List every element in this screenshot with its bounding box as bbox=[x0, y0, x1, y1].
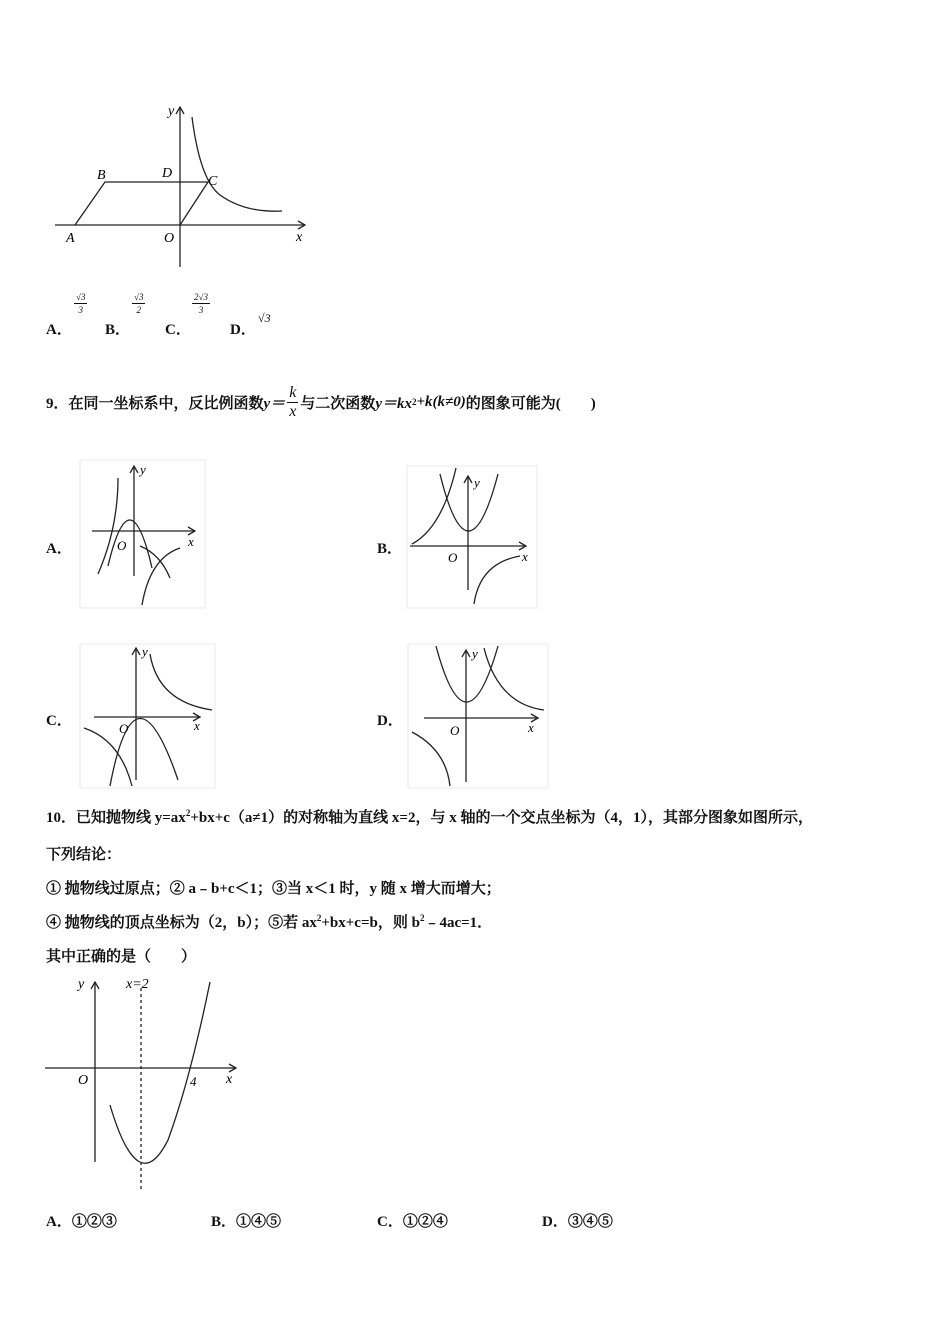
q9-option-b[interactable]: B． bbox=[377, 541, 403, 557]
q8-option-d[interactable]: D． bbox=[230, 322, 256, 338]
q9-stem: 9．在同一坐标系中，反比例函数 y＝ $\frac{k}{x}$ 与二次函数 y＝kx 2 +k(k≠0) 的图象可能为( ) bbox=[46, 383, 596, 420]
svg-text:y: y bbox=[78, 977, 85, 992]
q8-option-b-value: $\frac{√3}{2}$ bbox=[134, 292, 144, 315]
svg-text:O: O bbox=[78, 1073, 89, 1088]
svg-text:O: O bbox=[448, 550, 458, 565]
svg-text:O: O bbox=[450, 723, 460, 738]
q10-line3: ① 抛物线过原点；② a﹣b+c＜1；③当 x＜1 时，y 随 x 增大而增大； bbox=[46, 881, 501, 897]
q8-figure bbox=[50, 95, 320, 275]
svg-text:x: x bbox=[194, 718, 200, 733]
svg-text:x: x bbox=[528, 720, 534, 735]
q10-line4: ④ 抛物线的顶点坐标为（2，b）；⑤若 $ax^2+bx+c=b$，则 $b^2﹣4ac=1$． bbox=[46, 913, 493, 931]
svg-text:D: D bbox=[162, 166, 173, 181]
svg-text:y: y bbox=[168, 104, 175, 119]
q10-option-d-value: ③④⑤ bbox=[567, 1214, 613, 1230]
q10-option-c-value: ①②④ bbox=[402, 1214, 448, 1230]
q10-line1: 10．已知抛物线 $y=ax^2+bx+c(a\ne 1)$的对称轴为直线 x=2，与 x 轴的一个交点坐标为（4，1），其部分图象如图所示， bbox=[46, 808, 813, 826]
q10-line2: 下列结论： bbox=[46, 847, 122, 863]
svg-text:y: y bbox=[472, 646, 478, 661]
q9-graph-c bbox=[70, 640, 220, 790]
q10-option-b[interactable]: B．①④⑤ bbox=[211, 1214, 282, 1230]
q10-line5: 其中正确的是（ ） bbox=[46, 949, 197, 965]
q8-option-c-value: $\frac{2√3}{3}$ bbox=[194, 292, 208, 315]
svg-text:y: y bbox=[142, 644, 148, 659]
q9-option-c[interactable]: C． bbox=[46, 713, 72, 729]
svg-text:C: C bbox=[208, 174, 218, 189]
q10-option-a-value: ①②③ bbox=[71, 1214, 117, 1230]
q8-option-b[interactable]: B． bbox=[105, 322, 131, 338]
svg-text:4: 4 bbox=[190, 1074, 197, 1089]
q10-option-b-value: ①④⑤ bbox=[236, 1214, 282, 1230]
q9-graph-b bbox=[402, 458, 542, 610]
q10-option-d[interactable]: D．③④⑤ bbox=[542, 1214, 613, 1230]
q8-option-a[interactable]: A． bbox=[46, 322, 72, 338]
svg-text:O: O bbox=[164, 231, 175, 246]
svg-text:O: O bbox=[117, 538, 127, 553]
q10-figure bbox=[40, 970, 250, 1198]
q8-option-c[interactable]: C． bbox=[165, 322, 191, 338]
svg-text:x: x bbox=[188, 534, 194, 549]
svg-text:y: y bbox=[474, 475, 480, 490]
q8-option-a-value: $\frac{√3}{3}$ bbox=[76, 292, 86, 315]
q9-option-a[interactable]: A． bbox=[46, 541, 72, 557]
svg-text:A: A bbox=[66, 231, 75, 246]
svg-text:y: y bbox=[140, 462, 146, 477]
svg-text:O: O bbox=[119, 721, 129, 736]
q9-option-d[interactable]: D． bbox=[377, 713, 403, 729]
svg-text:x: x bbox=[296, 230, 303, 245]
svg-text:x: x bbox=[226, 1072, 233, 1087]
q10-option-c[interactable]: C．①②④ bbox=[377, 1214, 448, 1230]
q9-graph-a bbox=[70, 458, 210, 610]
q8-option-d-value: √3 bbox=[258, 311, 271, 325]
svg-text:B: B bbox=[97, 168, 106, 183]
q9-graph-d bbox=[402, 640, 552, 790]
svg-text:x=2: x=2 bbox=[126, 977, 149, 992]
q10-option-a[interactable]: A．①②③ bbox=[46, 1214, 117, 1230]
svg-text:x: x bbox=[522, 549, 528, 564]
